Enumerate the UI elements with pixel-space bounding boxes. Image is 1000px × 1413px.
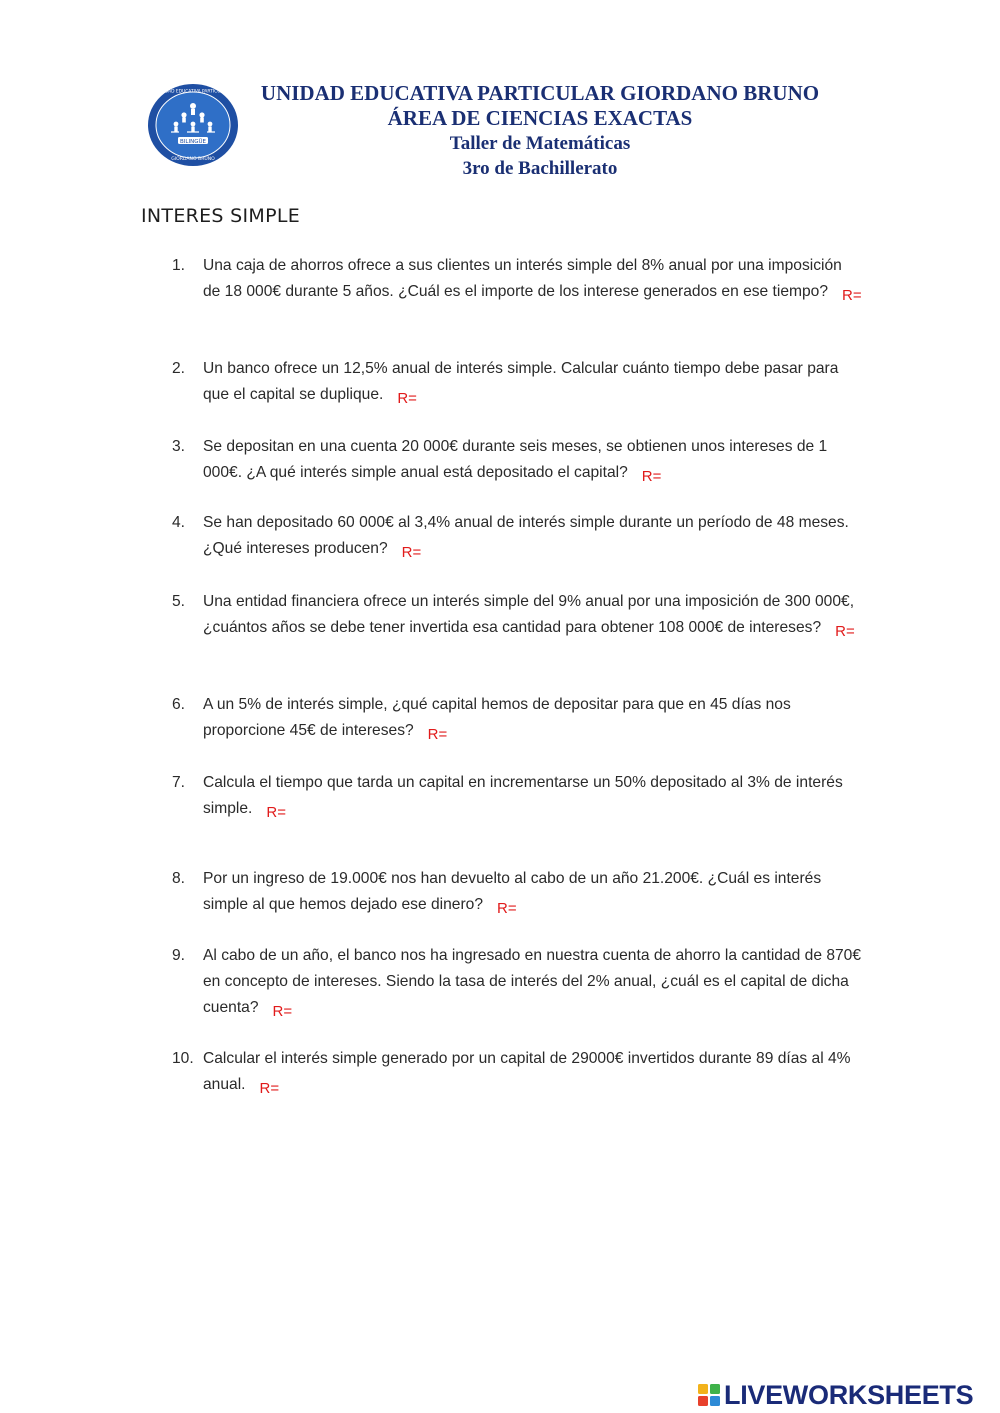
document-header (240, 80, 840, 181)
question-number: 3. (172, 438, 186, 455)
question-item (172, 589, 862, 641)
question-item (172, 434, 862, 486)
seal-badge-text: BILINGÜE (180, 139, 206, 145)
question-item (172, 770, 862, 822)
question-number: 2. (172, 360, 186, 377)
brand-name: LIVEWORKSHEETS (724, 1379, 974, 1410)
question-text: Una entidad financiera ofrece un interés simple del 9% anual por una imposición de 300 000€, ¿cuántos años se debe tener invertida esa cantidad para obtener 108 000€ de intereses? (203, 593, 855, 636)
question-text: A un 5% de interés simple, ¿qué capital hemos de depositar para que en 45 días nos proporcione 45€ de intereses? (203, 696, 791, 739)
question-text: Se han depositado 60 000€ al 3,4% anual de interés simple durante un período de 48 meses. ¿Qué intereses producen? (203, 514, 849, 557)
answer-field[interactable]: R= (842, 287, 862, 304)
question-text: Por un ingreso de 19.000€ nos han devuelto al cabo de un año 21.200€. ¿Cuál es interés simple al que hemos dejado ese dinero? (203, 870, 822, 913)
school-seal-icon (146, 82, 240, 168)
liveworksheets-logo-icon (698, 1384, 720, 1406)
answer-field[interactable]: R= (835, 623, 855, 640)
question-item (172, 356, 862, 408)
question-text: Calcula el tiempo que tarda un capital en incrementarse un 50% depositado al 3% de interés simple. (203, 774, 843, 817)
liveworksheets-brand[interactable] (698, 1381, 973, 1409)
question-number: 1. (172, 257, 186, 274)
question-text: Calcular el interés simple generado por un capital de 29000€ invertidos durante 89 días al 4% anual. (203, 1050, 851, 1093)
question-number: 4. (172, 514, 186, 531)
question-number: 6. (172, 696, 186, 713)
question-item (172, 253, 862, 305)
answer-field[interactable]: R= (259, 1080, 280, 1097)
answer-field[interactable]: R= (641, 468, 662, 485)
answer-field[interactable]: R= (266, 804, 286, 821)
question-text: Un banco ofrece un 12,5% anual de interés simple. Calcular cuánto tiempo debe pasar para que el capital se duplique. (203, 360, 839, 403)
answer-field[interactable]: R= (397, 390, 417, 407)
question-item (172, 1046, 862, 1098)
question-number: 8. (172, 870, 186, 887)
question-item (172, 866, 862, 918)
topic-title: INTERES SIMPLE (141, 205, 301, 227)
question-number: 7. (172, 774, 186, 791)
area-name: ÁREA DE CIENCIAS EXACTAS (387, 106, 693, 130)
question-item (172, 692, 862, 744)
question-text: Una caja de ahorros ofrece a sus clientes un interés simple del 8% anual por una imposición de 18 000€ durante 5 años. ¿Cuál es el importe de los interese generados en ese tiempo? (203, 257, 842, 300)
question-item (172, 510, 862, 562)
seal-bottom-text: GIORDANO BRUNO (171, 157, 215, 162)
question-number: 5. (172, 593, 186, 610)
seal-ring-text: UNIDAD EDUCATIVA PARTICULAR (156, 89, 230, 95)
grade-label: 3ro de Bachillerato (462, 158, 618, 179)
question-number: 10. (172, 1050, 194, 1067)
question-item (172, 943, 862, 1021)
workshop-title: Taller de Matemáticas (449, 133, 631, 154)
answer-field[interactable]: R= (427, 726, 448, 743)
answer-field[interactable]: R= (272, 1003, 293, 1020)
school-name: UNIDAD EDUCATIVA PARTICULAR GIORDANO BRUNO (260, 81, 820, 105)
question-text: Se depositan en una cuenta 20 000€ durante seis meses, se obtienen unos intereses de 1 000€. ¿A qué interés simple anual está depositado el capital? (203, 438, 828, 481)
answer-field[interactable]: R= (401, 544, 422, 561)
question-text: Al cabo de un año, el banco nos ha ingresado en nuestra cuenta de ahorro la cantidad de 870€ en concepto de intereses. Siendo la tasa de interés del 2% anual, ¿cuál es el capital de dicha cuenta? (203, 947, 862, 1016)
answer-field[interactable]: R= (497, 900, 517, 917)
question-number: 9. (172, 947, 186, 964)
